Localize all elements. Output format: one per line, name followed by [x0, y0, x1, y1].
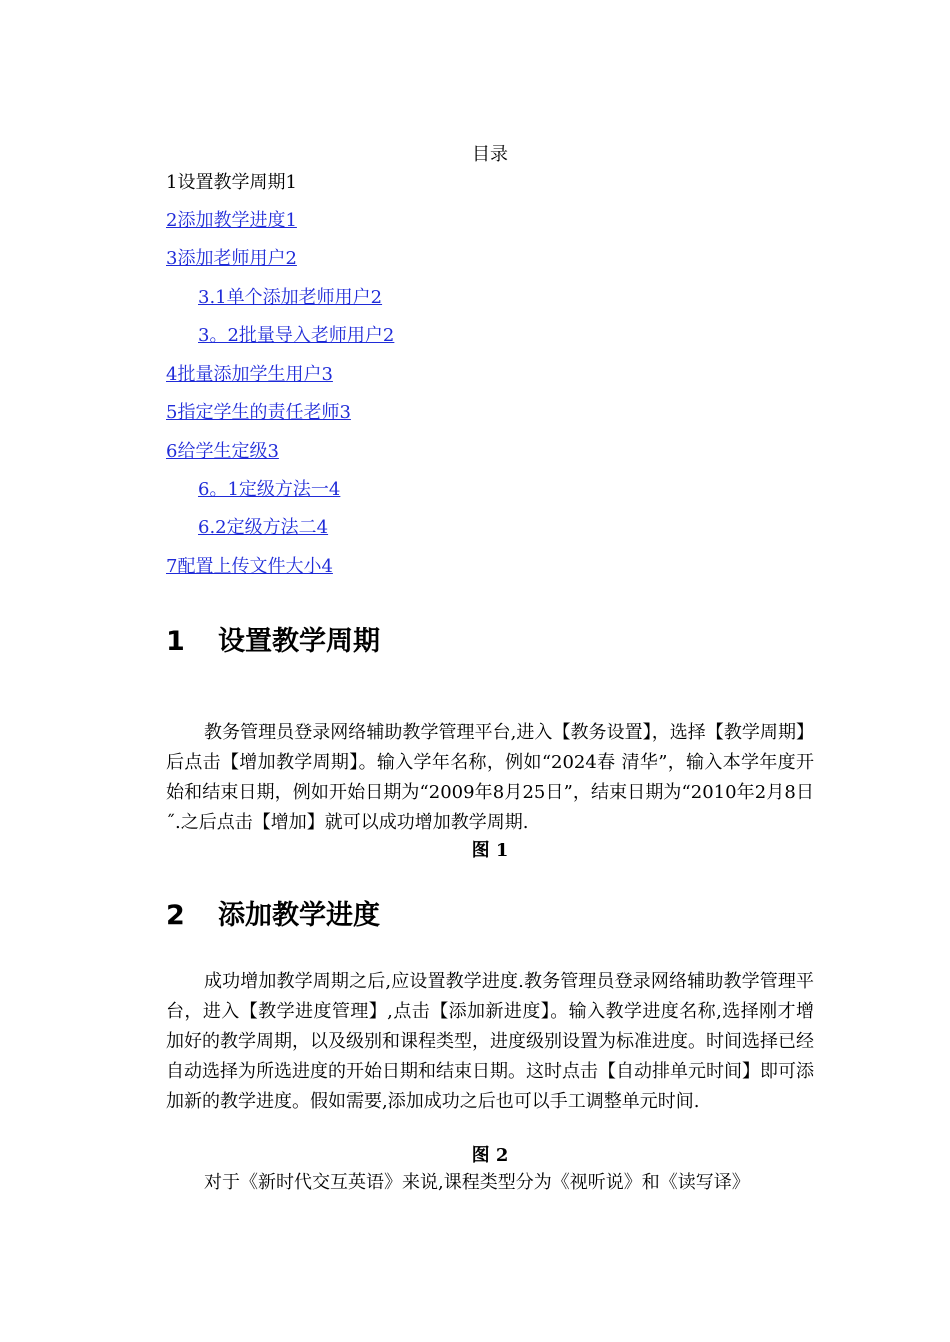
- toc-item-1: 1设置教学周期1: [166, 172, 297, 193]
- toc-link-3[interactable]: 3添加老师用户2: [166, 248, 297, 269]
- toc-link-3-2[interactable]: 3。2批量导入老师用户2: [198, 325, 395, 346]
- section-1-number: 1: [166, 626, 185, 657]
- section-2-paragraph-2: 对于《新时代交互英语》来说,课程类型分为《视听说》和《读写译》: [204, 1172, 750, 1193]
- toc-link-7[interactable]: 7配置上传文件大小4: [166, 556, 333, 577]
- toc-link-5[interactable]: 5指定学生的责任老师3: [166, 402, 351, 423]
- toc-link-6-2[interactable]: 6.2定级方法二4: [198, 517, 329, 538]
- section-2-heading: [166, 898, 380, 934]
- section-2-title: 添加教学进度: [218, 900, 380, 931]
- toc-title: 目录: [472, 144, 508, 165]
- toc-link-6[interactable]: 6给学生定级3: [166, 441, 279, 462]
- section-1-paragraph: 教务管理员登录网络辅助教学管理平台,进入【教务设置】，选择【教学周期】后点击【增加教学周期】。输入学年名称，例如“2024春 清华”，输入本学年度开始和结束日期，例如开始日期为“2009年8月25日”，结束日期为“2010年2月8日˝.之后点击【增加】就可以成功增加教学周期.: [166, 722, 814, 833]
- section-1-title: 设置教学周期: [218, 626, 380, 657]
- figure-1-caption: 图 1: [471, 840, 509, 861]
- toc-link-3-1[interactable]: 3.1单个添加老师用户2: [198, 287, 383, 308]
- section-2-number: 2: [166, 900, 185, 931]
- toc-link-6-1[interactable]: 6。1定级方法一4: [198, 479, 341, 500]
- toc-link-2[interactable]: 2添加教学进度1: [166, 210, 297, 231]
- section-2-paragraph: 成功增加教学周期之后,应设置教学进度.教务管理员登录网络辅助教学管理平台，进入【教学进度管理】,点击【添加新进度】。输入教学进度名称,选择刚才增加好的教学周期，以及级别和课程类型，进度级别设置为标准进度。时间选择已经自动选择为所选进度的开始日期和结束日期。这时点击【自动排单元时间】即可添加新的教学进度。假如需要,添加成功之后也可以手工调整单元时间.: [166, 971, 814, 1112]
- section-1-heading: [166, 624, 380, 660]
- toc-link-4[interactable]: 4批量添加学生用户3: [166, 364, 333, 385]
- figure-2-caption: 图 2: [471, 1145, 509, 1166]
